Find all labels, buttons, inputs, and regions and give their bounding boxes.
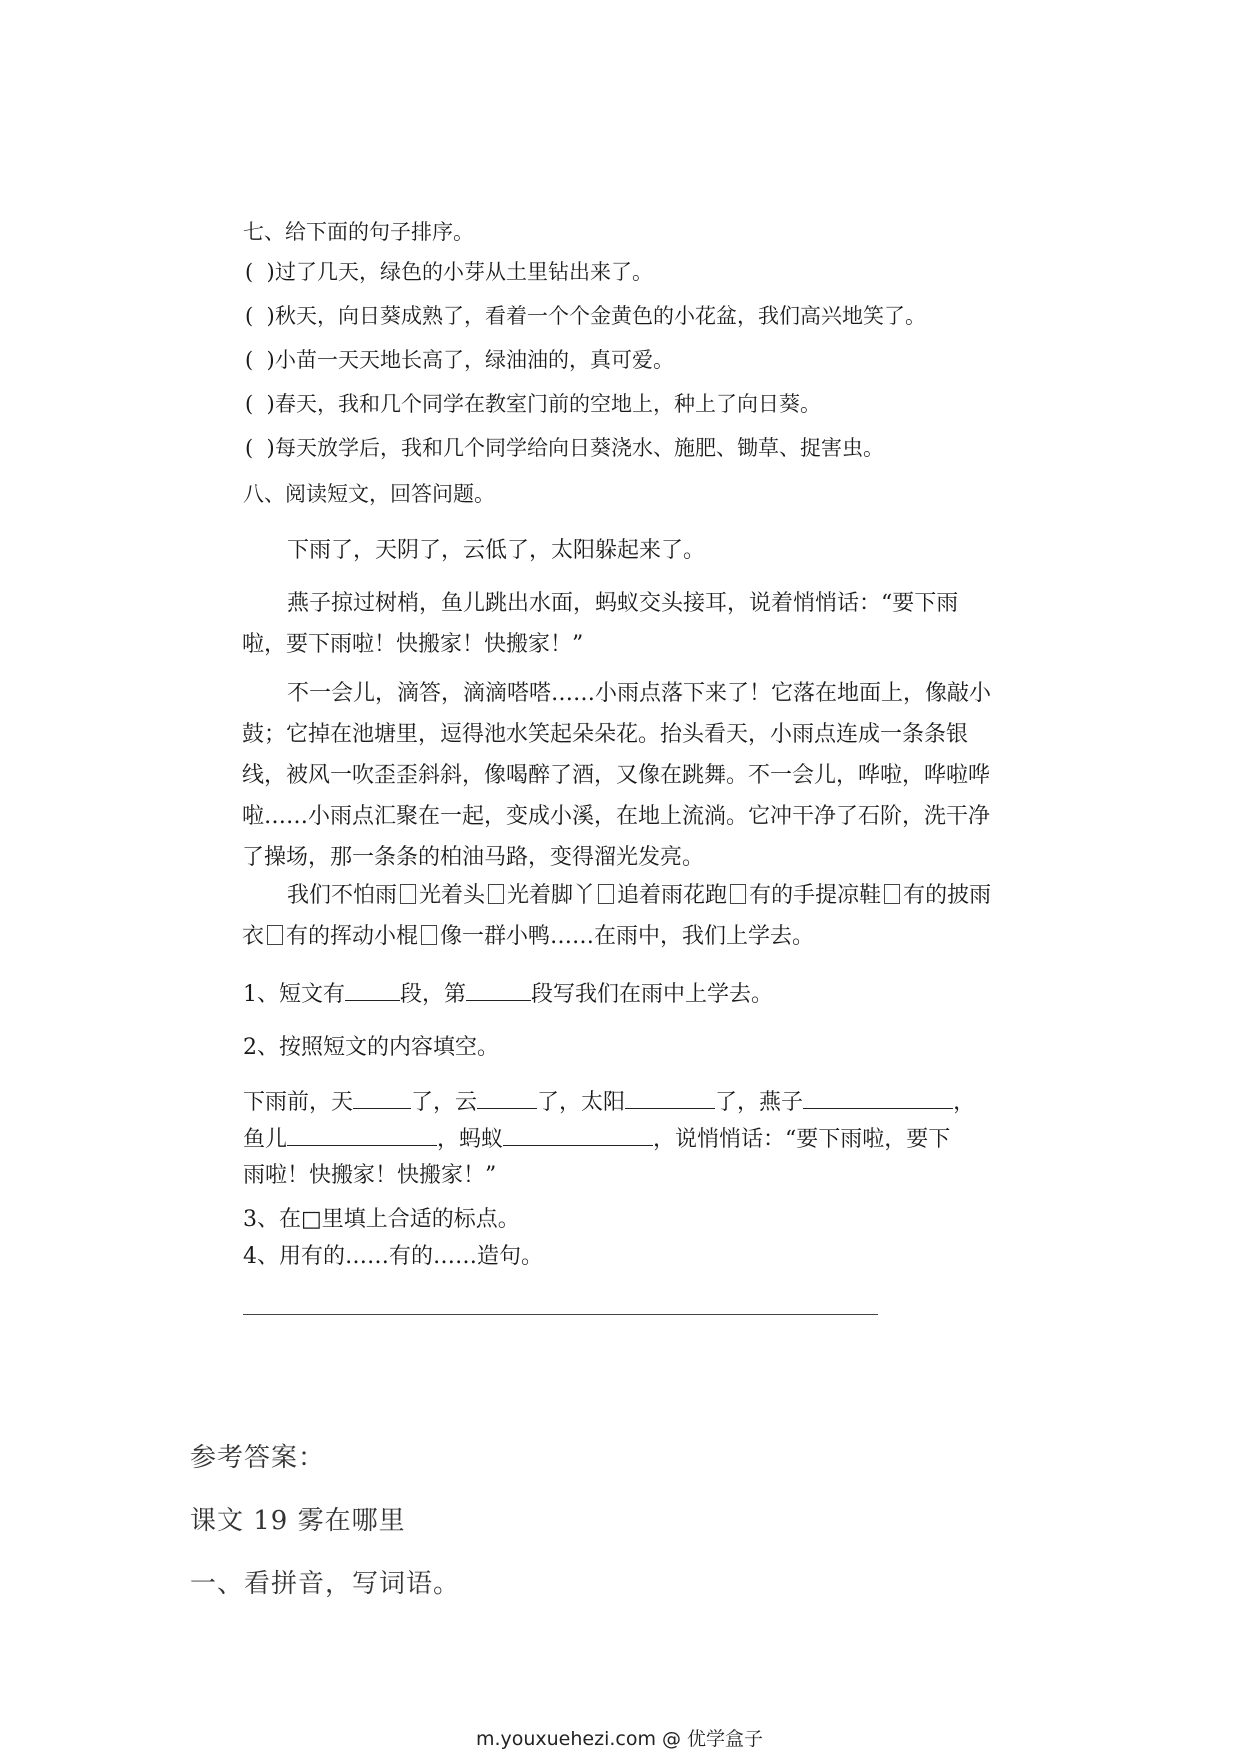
punctuation-box[interactable] bbox=[730, 884, 746, 904]
order-item-text: 每天放学后，我和几个同学给向日葵浇水、施肥、锄草、捉害虫。 bbox=[275, 436, 884, 460]
punctuation-box[interactable] bbox=[400, 884, 416, 904]
order-blank[interactable]: ( ) bbox=[245, 392, 275, 416]
passage-text: 光着头 bbox=[419, 883, 486, 908]
answer-blank[interactable] bbox=[345, 978, 400, 1001]
answer-blank[interactable] bbox=[477, 1086, 537, 1109]
fill-text: 下雨前，天 bbox=[243, 1090, 354, 1115]
answer-blank[interactable] bbox=[287, 1123, 437, 1146]
order-item-5 bbox=[245, 434, 884, 462]
fill-line-2 bbox=[243, 1123, 950, 1154]
fill-text: 了，云 bbox=[411, 1090, 478, 1115]
answers-heading: 参考答案： bbox=[190, 1443, 326, 1473]
passage-text: 有的披雨衣 bbox=[242, 883, 992, 949]
question-2: 2、按照短文的内容填空。 bbox=[243, 1035, 499, 1060]
question-1 bbox=[243, 978, 773, 1009]
question-4: 4、用有的……有的……造句。 bbox=[243, 1244, 543, 1269]
answer-blank[interactable] bbox=[803, 1086, 953, 1109]
fill-line-3: 雨啦！快搬家！快搬家！” bbox=[243, 1163, 497, 1188]
punctuation-box[interactable] bbox=[267, 925, 283, 945]
punctuation-box[interactable] bbox=[421, 925, 437, 945]
passage-paragraph-1: 下雨了，天阴了，云低了，太阳躲起来了。 bbox=[287, 538, 706, 563]
punctuation-box[interactable] bbox=[598, 884, 614, 904]
order-item-text: 秋天，向日葵成熟了，看着一个个金黄色的小花盆，我们高兴地笑了。 bbox=[275, 304, 926, 328]
answer-line[interactable] bbox=[243, 1314, 878, 1315]
passage-text: 像一群小鸭……在雨中，我们上学去。 bbox=[440, 924, 815, 949]
order-item-text: 小苗一天天地长高了，绿油油的，真可爱。 bbox=[275, 348, 674, 372]
passage-text: 有的挥动小棍 bbox=[286, 924, 419, 949]
order-blank[interactable]: ( ) bbox=[245, 304, 275, 328]
answer-blank[interactable] bbox=[466, 978, 531, 1001]
passage-text: 有的手提凉鞋 bbox=[749, 883, 882, 908]
order-item-4 bbox=[245, 390, 821, 418]
question-text: 段，第 bbox=[400, 982, 467, 1007]
order-item-3 bbox=[245, 346, 674, 374]
order-item-text: 过了几天，绿色的小芽从土里钻出来了。 bbox=[275, 260, 653, 284]
passage-text: 我们不怕雨 bbox=[287, 883, 398, 908]
answers-lesson-title: 课文 19 雾在哪里 bbox=[190, 1506, 406, 1536]
fill-text: 鱼儿 bbox=[243, 1127, 288, 1152]
order-blank[interactable]: ( ) bbox=[245, 436, 275, 460]
fill-text: 了，燕子 bbox=[715, 1090, 804, 1115]
order-item-1 bbox=[245, 258, 653, 286]
order-blank[interactable]: ( ) bbox=[245, 260, 275, 284]
punctuation-box[interactable] bbox=[488, 884, 504, 904]
question-text: 1、短文有 bbox=[243, 982, 345, 1007]
fill-line-1 bbox=[243, 1086, 975, 1117]
question-3: 3、在□里填上合适的标点。 bbox=[243, 1207, 520, 1232]
question-text: 段写我们在雨中上学去。 bbox=[531, 982, 774, 1007]
fill-text: ，说悄悄话：“要下雨啦，要下 bbox=[653, 1127, 951, 1152]
order-item-text: 春天，我和几个同学在教室门前的空地上，种上了向日葵。 bbox=[275, 392, 821, 416]
answer-blank[interactable] bbox=[625, 1086, 715, 1109]
order-blank[interactable]: ( ) bbox=[245, 348, 275, 372]
section-7-title: 七、给下面的句子排序。 bbox=[243, 220, 474, 244]
fill-text: ，蚂蚁 bbox=[437, 1127, 504, 1152]
punctuation-box[interactable] bbox=[884, 884, 900, 904]
fill-text: 了，太阳 bbox=[537, 1090, 626, 1115]
footer-watermark: m.youxuehezi.com @ 优学盒子 bbox=[475, 1728, 764, 1750]
passage-paragraph-2: 燕子掠过树梢，鱼儿跳出水面，蚂蚁交头接耳，说着悄悄话：“要下雨啦，要下雨啦！快搬家！快搬家！” bbox=[242, 591, 959, 657]
passage-text: 光着脚丫 bbox=[507, 883, 596, 908]
section-8-title: 八、阅读短文，回答问题。 bbox=[243, 482, 495, 506]
fill-text: ， bbox=[953, 1090, 976, 1115]
order-item-2 bbox=[245, 302, 926, 330]
answer-blank[interactable] bbox=[503, 1123, 653, 1146]
passage-paragraph-3: 不一会儿，滴答，滴滴嗒嗒……小雨点落下来了！它落在地面上，像敲小鼓；它掉在池塘里，逗得池水笑起朵朵花。抬头看天，小雨点连成一条条银线，被风一吹歪歪斜斜，像喝醉了酒，又像在跳舞。不一会儿，哗啦，哗啦哗啦……小雨点汇聚在一起，变成小溪，在地上流淌。它冲干净了石阶，洗干净了操场，那一条条的柏油马路，变得溜光发亮。 bbox=[242, 681, 992, 870]
passage-text: 追着雨花跑 bbox=[617, 883, 728, 908]
answers-part-1: 一、看拼音，写词语。 bbox=[190, 1569, 461, 1599]
passage-paragraph-4 bbox=[242, 875, 1002, 957]
answer-blank[interactable] bbox=[353, 1086, 411, 1109]
